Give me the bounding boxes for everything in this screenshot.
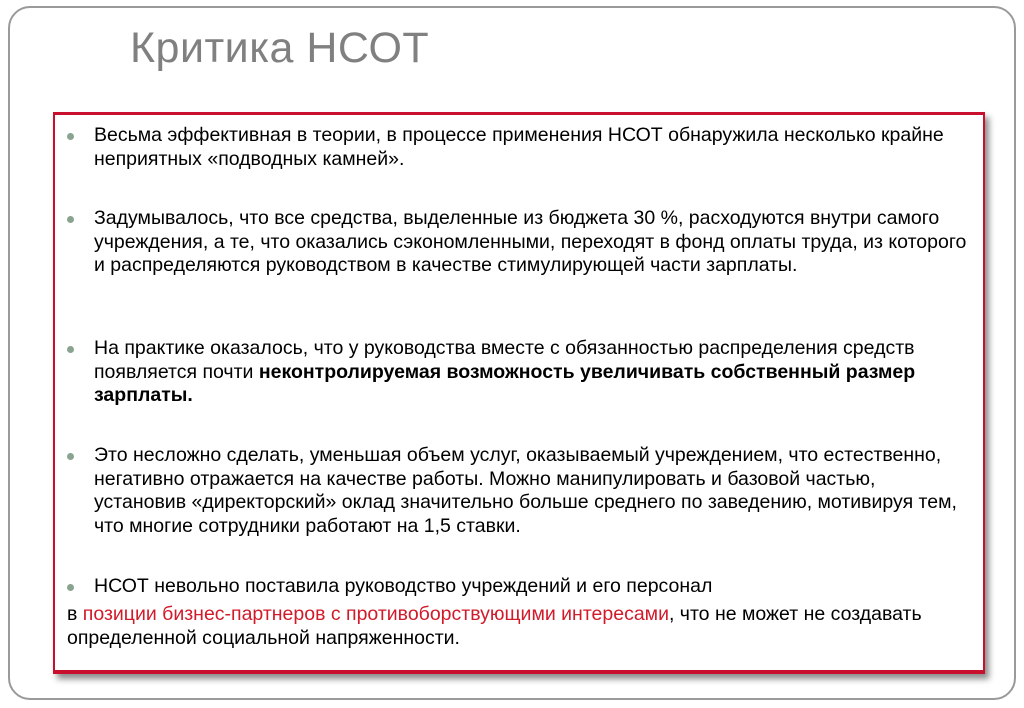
bullet-text: Это несложно сделать, уменьшая объем услуг, оказываемый учреждением, что естественно, негативно отражается на качестве работы. Можно манипулировать и базовой частью, установив «директорский» оклад значительно больше среднего по заведению, мотивируя тем, что многие сотрудники работают на 1,5 ставки. <box>94 444 957 537</box>
bullet-dot-icon <box>67 584 74 591</box>
bullet-item-1 <box>67 124 967 171</box>
slide-title: Критика НСОТ <box>130 24 430 72</box>
continuation-paragraph <box>67 603 967 650</box>
bullet-item-4 <box>67 444 967 538</box>
bullet-item-5 <box>67 575 967 599</box>
bullet-text-bold: неконтролируемая возможность увеличивать собственный размер зарплаты. <box>94 360 916 406</box>
bullet-dot-icon <box>67 346 74 353</box>
bullet-text: Задумывалось, что все средства, выделенные из бюджета 30 %, расходуются внутри самого учреждения, а те, что оказались сэкономленными, переходят в фонд оплаты труда, из которого и распределяются руководством в качестве стимулирующей части зарплаты. <box>94 207 967 276</box>
slide <box>8 6 1016 700</box>
bullet-item-3 <box>67 337 967 408</box>
bullet-dot-icon <box>67 133 74 140</box>
bullet-text <box>94 337 967 408</box>
content-frame <box>53 112 985 674</box>
bullet-dot-icon <box>67 453 74 460</box>
bullet-dot-icon <box>67 216 74 223</box>
bullet-text: Весьма эффективная в теории, в процессе применения НСОТ обнаружила несколько крайне неприятных «подводных камней». <box>94 124 944 170</box>
continuation-suffix: , что не может не создавать определенной социальной напряженности. <box>67 603 922 649</box>
continuation-prefix: в <box>67 603 83 625</box>
bullet-text-regular: На практике оказалось, что у руководства вместе с обязанностью распределения средств появляется почти <box>94 337 915 383</box>
continuation-highlight: позиции бизнес-партнеров с противоборствующими интересами <box>82 603 669 625</box>
bullet-text: НСОТ невольно поставила руководство учреждений и его персонал <box>94 575 713 597</box>
bullet-item-2 <box>67 207 967 278</box>
